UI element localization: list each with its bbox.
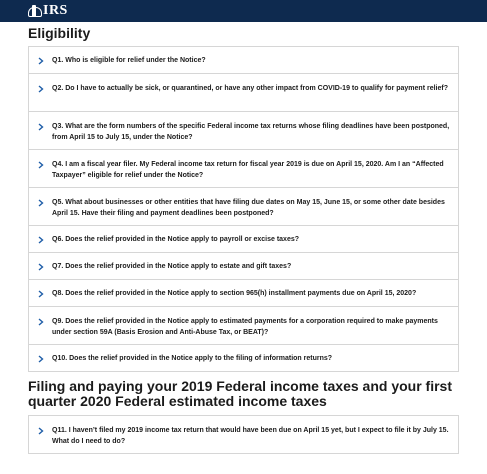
logo-text: IRS <box>43 3 68 18</box>
chevron-right-icon <box>38 318 46 326</box>
chevron-right-icon <box>38 199 46 207</box>
irs-eagle-icon <box>27 5 41 17</box>
question-text: Q1. Who is eligible for relief under the Notice? <box>52 57 206 64</box>
section-title-filing-and-paying: Filing and paying your 2019 Federal income taxes and your first quarter 2020 Federal estimated income taxes <box>28 378 453 409</box>
chevron-right-icon <box>38 236 46 244</box>
section-title-eligibility: Eligibility <box>28 25 91 41</box>
question-text: Q11. I haven’t filed my 2019 income tax return that would have been due on April 15 yet, but I expect to file it by July 15. What do I need to do? <box>52 427 449 445</box>
chevron-right-icon <box>38 290 46 298</box>
irs-logo[interactable] <box>27 4 68 18</box>
faq-item-q9[interactable] <box>28 307 459 345</box>
chevron-right-icon <box>38 263 46 271</box>
chevron-right-icon <box>38 85 46 93</box>
chevron-right-icon <box>38 427 46 435</box>
faq-content <box>0 26 487 454</box>
question-text: Q7. Does the relief provided in the Notice apply to estate and gift taxes? <box>52 263 292 270</box>
question-text: Q6. Does the relief provided in the Notice apply to payroll or excise taxes? <box>52 236 300 243</box>
faq-item-q3[interactable] <box>28 112 459 150</box>
faq-list-eligibility <box>28 46 459 372</box>
faq-item-q5[interactable] <box>28 188 459 226</box>
faq-item-q2[interactable] <box>28 74 459 112</box>
question-text: Q10. Does the relief provided in the Notice apply to the filing of information returns? <box>52 355 333 362</box>
question-text: Q5. What about businesses or other entities that have filing due dates on May 15, June 15, or some other date besides April 15. Have their filing and payment deadlines been postponed? <box>52 199 445 217</box>
question-text: Q4. I am a fiscal year filer. My Federal income tax return for fiscal year 2019 is due on April 15, 2020. Am I an “Affected Taxpayer” eligible for relief under the Notice? <box>52 161 444 179</box>
chevron-right-icon <box>38 161 46 169</box>
faq-item-q11[interactable] <box>28 416 459 454</box>
faq-item-q7[interactable] <box>28 253 459 280</box>
question-text: Q8. Does the relief provided in the Notice apply to section 965(h) installment payments due on April 15, 2020? <box>52 290 417 297</box>
site-header <box>0 0 487 22</box>
chevron-right-icon <box>38 355 46 363</box>
faq-item-q8[interactable] <box>28 280 459 307</box>
chevron-right-icon <box>38 57 46 65</box>
chevron-right-icon <box>38 123 46 131</box>
faq-list-filing <box>28 415 459 454</box>
question-text: Q2. Do I have to actually be sick, or quarantined, or have any other impact from COVID-19 to qualify for payment relief? <box>52 85 448 92</box>
faq-item-q6[interactable] <box>28 226 459 253</box>
faq-item-q4[interactable] <box>28 150 459 188</box>
question-text: Q9. Does the relief provided in the Notice apply to estimated payments for a corporation required to make payments under section 59A (Basis Erosion and Anti-Abuse Tax, or BEAT)? <box>52 318 438 336</box>
faq-item-q1[interactable] <box>28 47 459 74</box>
question-text: Q3. What are the form numbers of the specific Federal income tax returns whose filing deadlines have been postponed, from April 15 to July 15, under the Notice? <box>52 123 450 141</box>
faq-item-q10[interactable] <box>28 345 459 372</box>
